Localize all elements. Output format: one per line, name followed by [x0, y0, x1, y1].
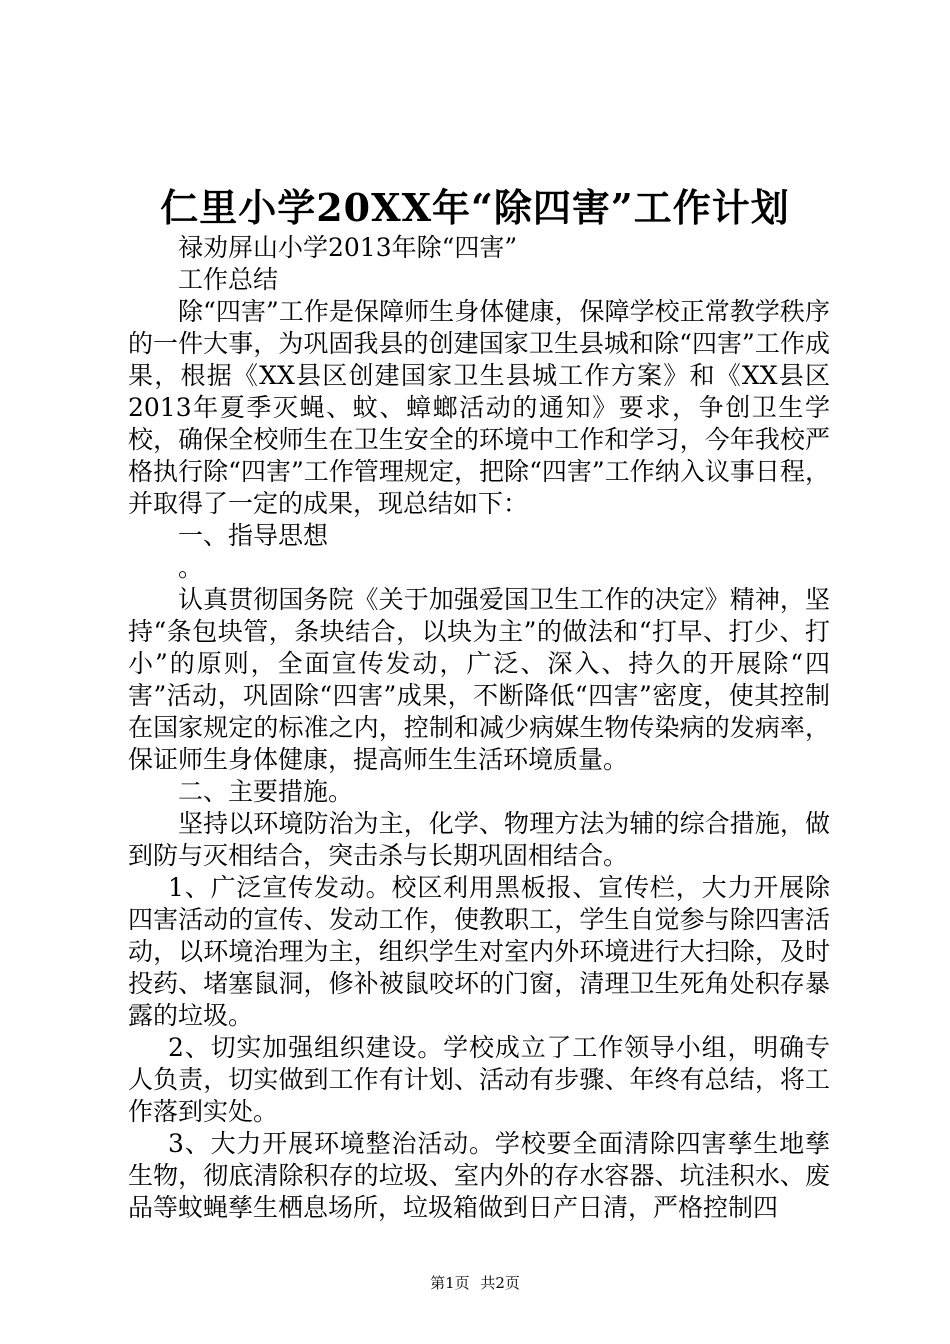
paragraph-measure-3: 3、大力开展环境整治活动。学校要全面清除四害孳生地孳生物，彻底清除积存的垃圾、室内外的存水容器、坑洼积水、废品等蚊蝇孳生栖息场所，垃圾箱做到日产日清，严格控制四	[128, 1129, 830, 1222]
paragraph-stray-mark: 。	[178, 553, 204, 582]
section-heading-guiding-ideology: 一、指导思想	[178, 521, 329, 550]
paragraph-measure-1: 1、广泛宣传发动。校区利用黑板报、宣传栏，大力开展除四害活动的宣传、发动工作，使教职工，学生自觉参与除四害活动，以环境治理为主，组织学生对室内外环境进行大扫除，及时投药、堵塞鼠洞，修补被鼠咬坏的门窗，清理卫生死角处积存暴露的垃圾。	[128, 873, 830, 1030]
section-heading-main-measures: 二、主要措施。	[178, 777, 354, 806]
paragraph-measures-intro: 坚持以环境防治为主，化学、物理方法为辅的综合措施，做到防与灭相结合，突击杀与长期巩固相结合。	[128, 809, 830, 870]
paragraph-guiding-ideology: 认真贯彻国务院《关于加强爱国卫生工作的决定》精神，坚持“条包块管，条块结合，以块为主”的做法和“打早、打少、打小”的原则，全面宣传发动，广泛、深入、持久的开展除“四害”活动，巩固除“四害”成果，不断降低“四害”密度，使其控制在国家规定的标准之内，控制和减少病媒生物传染病的发病率，保证师生身体健康，提高师生生活环境质量。	[128, 585, 830, 774]
paragraph-intro: 除“四害”工作是保障师生身体健康，保障学校正常教学秩序的一件大事，为巩固我县的创建国家卫生县城和除“四害”工作成果，根据《XX县区创建国家卫生县城工作方案》和《XX县区2013年夏季灭蝇、蚊、蟑螂活动的通知》要求，争创卫生学校，确保全校师生在卫生安全的环境中工作和学习，今年我校严格执行除“四害”工作管理规定，把除“四害”工作纳入议事日程，并取得了一定的成果，现总结如下：	[128, 297, 830, 518]
document-title: 仁里小学20XX年“除四害”工作计划	[160, 185, 790, 230]
paragraph-measure-2: 2、切实加强组织建设。学校成立了工作领导小组，明确专人负责，切实做到工作有计划、活动有步骤、年终有总结，将工作落到实处。	[128, 1033, 830, 1126]
page-number-current: 第1页	[430, 1274, 470, 1292]
document-body	[128, 232, 830, 1224]
paragraph-subtitle-line1: 禄劝屏山小学2013年除“四害”	[178, 233, 518, 262]
paragraph-subtitle-line2: 工作总结	[178, 265, 279, 294]
page-number-total: 共2页	[480, 1274, 520, 1292]
page-footer	[0, 1273, 950, 1293]
